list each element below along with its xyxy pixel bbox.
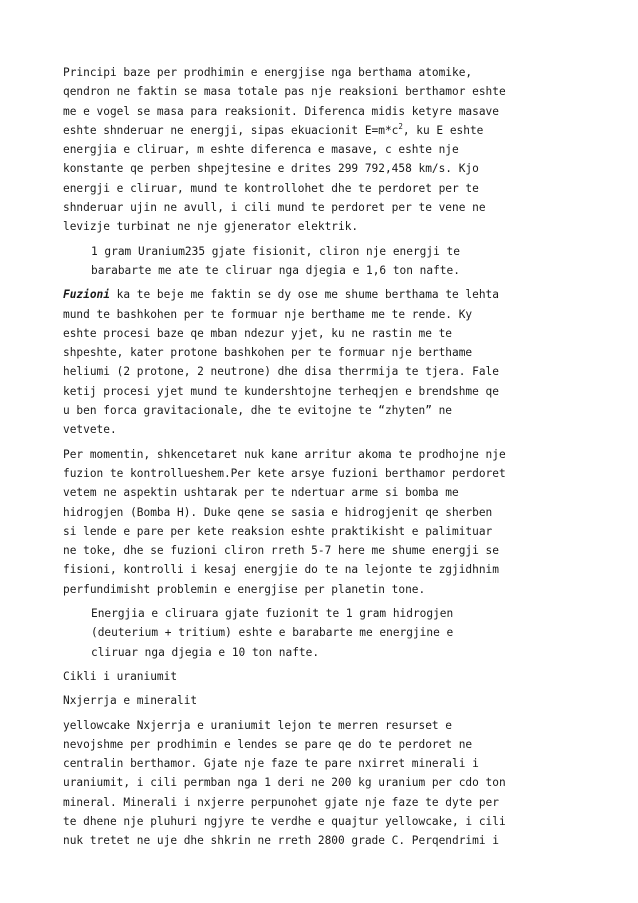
- paragraph-energy-principle: [63, 63, 578, 237]
- paragraph-energy-principle-part-b: , ku E eshte energjia e cliruar, m eshte diferenca e masave, c eshte nje konstante qe perben shpejtesine e drites 299 792,458 km/s. Kjo energji e cliruar, mund te kontrollohet dhe te perdoret per te shnderuar ujin ne avull, i cili mund te perdoret per te vene ne levizje turbinat ne nje gjenerator elektrik.: [63, 123, 486, 234]
- paragraph-yellowcake: yellowcake Nxjerrja e uraniumit lejon te merren resurset e nevojshme per prodhimin e lendes se pare qe do te perdoret ne centralin berthamor. Gjate nje faze te pare nxirret minerali i uraniumit, i cili permban nga 1 deri ne 200 kg uranium per cdo ton mineral. Minerali i nxjerre perpunohet gjate nje faze te dyte per te dhene nje pluhuri ngjyre te verdhe e quajtur yellowcake, i cili nuk tretet ne uje dhe shkrin ne rreth 2800 grade C. Perqendrimi i: [63, 718, 506, 848]
- paragraph-fusion-text: ka te beje me faktin se dy ose me shume berthama te lehta mund te bashkohen per te formuar nje berthame me te rende. Ky eshte procesi baze qe mban ndezur yjet, ku ne rastin me te shpeshte, kater protone bashkohen per te formuar nje berthame heliumi (2 protone, 2 neutrone) dhe disa therrmija te tjera. Fale ketij procesi yjet mund te kundershtojne terheqjen e brendshme qe u ben forca gravitacionale, dhe te evitojne te “zhyten” ne vetvete.: [63, 288, 499, 437]
- fusion-term: Fuzioni: [63, 288, 110, 302]
- superscript-exponent: 2: [398, 121, 403, 131]
- heading-mineral-extraction: Nxjerrja e mineralit: [63, 694, 198, 708]
- document-page: [63, 63, 578, 856]
- paragraph-fusion-control: Per momentin, shkencetaret nuk kane arritur akoma te prodhojne nje fuzion te kontrollueshem.Per kete arsye fuzioni berthamor perdoret vetem ne aspektin ushtarak per te ndertuar arme si bomba me hidrogjen (Bomba H). Duke qene se sasia e hidrogjenit qe sherben si lende e pare per kete reaksion eshte praktikisht e palimituar ne toke, dhe se fuzioni cliron rreth 5-7 here me shume energji se fisioni, kontrolli i kesaj energjie do te na lejonte te zgjidhnim perfundimisht problemin e energjise per planetin tone.: [63, 447, 506, 596]
- heading-uranium-cycle: Cikli i uraniumit: [63, 669, 178, 683]
- quote-fusion-energy: Energjia e cliruara gjate fuzionit te 1 gram hidrogjen (deuterium + tritium) eshte e barabarte me energjine e cliruar nga djegia e 10 ton nafte.: [91, 607, 454, 659]
- paragraph-energy-principle-part-a: Principi baze per prodhimin e energjise nga berthama atomike, qendron ne faktin se masa totale pas nje reaksioni berthamor eshte me e vogel se masa para reaksionit. Diferenca midis ketyre masave eshte shnderuar ne energji, sipas ekuacionit E=m*c: [63, 66, 506, 137]
- paragraph-fusion: [63, 285, 578, 439]
- quote-uranium-fission: 1 gram Uranium235 gjate fisionit, cliron nje energji te barabarte me ate te cliruar nga djegia e 1,6 ton nafte.: [91, 244, 460, 277]
